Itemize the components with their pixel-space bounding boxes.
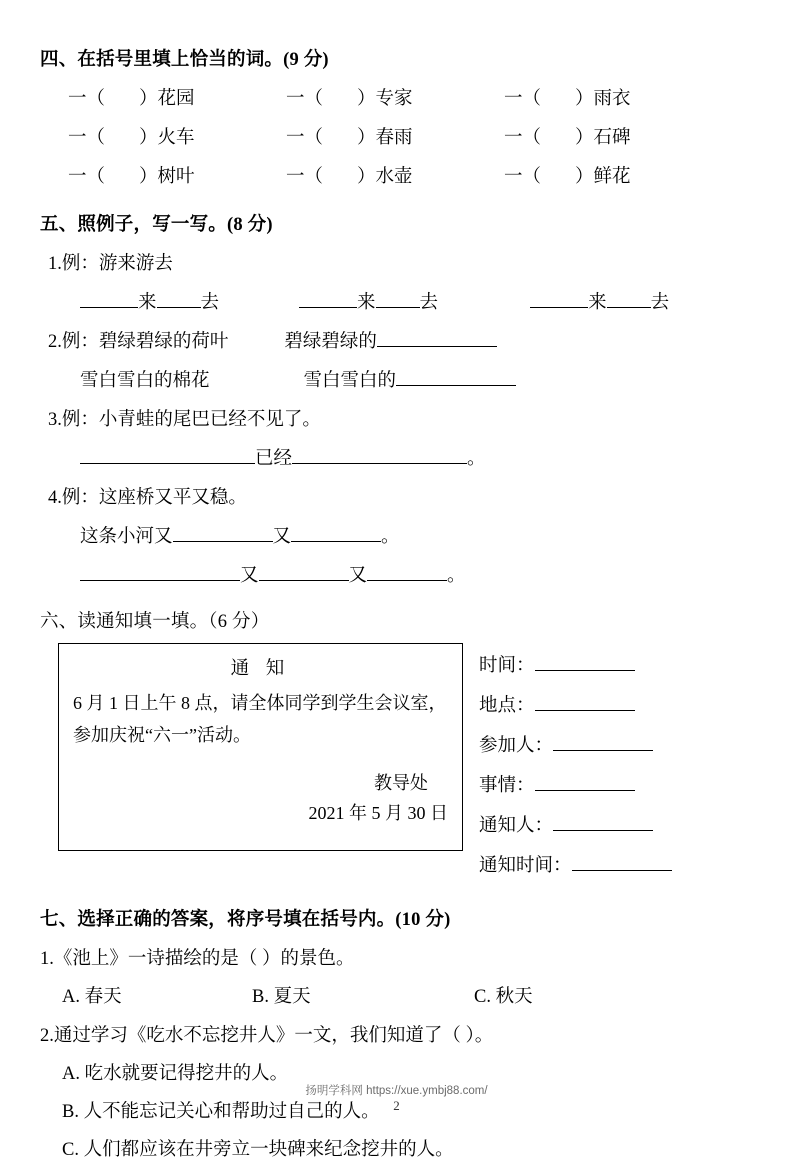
fill-item-prefix: 一（ bbox=[68, 167, 106, 187]
notice-field-label: 参加人： bbox=[479, 736, 554, 756]
blank-line[interactable] bbox=[553, 735, 653, 751]
question-5-2b bbox=[40, 366, 752, 392]
question-5-2 bbox=[40, 327, 752, 353]
question-7-2: 2.通过学习《吃水不忘挖井人》一文，我们知道了（ ）。 bbox=[40, 1026, 494, 1046]
period: 。 bbox=[467, 449, 486, 469]
blank-line[interactable] bbox=[259, 565, 349, 581]
blank-word: 又 bbox=[240, 566, 259, 586]
question-5-4-prefix: 这条小河又 bbox=[80, 527, 173, 547]
blank-line[interactable] bbox=[173, 526, 273, 542]
fill-item-suffix: ）专家 bbox=[357, 89, 413, 109]
fill-item bbox=[258, 123, 476, 149]
section-four-row bbox=[40, 84, 752, 110]
blank-line[interactable] bbox=[80, 565, 240, 581]
notice-field-row bbox=[479, 771, 672, 797]
fill-item bbox=[258, 84, 476, 110]
notice-field-row bbox=[479, 651, 672, 677]
blank-word: 又 bbox=[272, 527, 292, 547]
fill-item-prefix: 一（ bbox=[286, 89, 324, 109]
fill-item-prefix: 一（ bbox=[286, 167, 324, 187]
option-a[interactable]: A. 吃水就要记得挖井的人。 bbox=[62, 1064, 289, 1084]
blank-line[interactable] bbox=[367, 565, 447, 581]
period: 。 bbox=[381, 527, 400, 547]
blank-word: 去 bbox=[200, 293, 220, 313]
question-5-3: 3.例：小青蛙的尾巴已经不见了。 bbox=[48, 410, 321, 430]
blank-line[interactable] bbox=[291, 526, 381, 542]
section-four-row bbox=[40, 123, 752, 149]
blank-line[interactable] bbox=[535, 775, 635, 791]
fill-item-suffix: ）花园 bbox=[139, 89, 195, 109]
question-7-1: 1.《池上》一诗描绘的是（ ）的景色。 bbox=[40, 949, 355, 969]
question-5-2b-label: 雪白雪白的棉花 bbox=[80, 371, 210, 391]
question-5-4-blanks-b bbox=[40, 561, 752, 587]
blank-word: 已经 bbox=[255, 449, 293, 469]
blank-line[interactable] bbox=[292, 448, 467, 464]
blank-line[interactable] bbox=[376, 292, 420, 308]
blank-word: 去 bbox=[419, 293, 439, 313]
blank-line[interactable] bbox=[396, 370, 516, 386]
blank-word: 去 bbox=[650, 293, 670, 313]
page-content bbox=[40, 40, 752, 1161]
section-six-title: 六、读通知填一填。（6 分） bbox=[40, 612, 270, 632]
notice-signature: 教导处 bbox=[374, 773, 428, 793]
blank-word: 来 bbox=[138, 293, 157, 313]
notice-body: 6 月 1 日上午 8 点，请全体同学到学生会议室，参加庆祝“六一”活动。 bbox=[73, 693, 447, 745]
watermark: 扬明学科网 https://xue.ymbj88.com/ bbox=[305, 1085, 488, 1097]
notice-box bbox=[58, 643, 463, 851]
section-seven bbox=[40, 905, 752, 1161]
blank-line[interactable] bbox=[553, 815, 653, 831]
notice-field-label: 通知时间： bbox=[479, 856, 572, 876]
notice-field-row bbox=[479, 811, 672, 837]
option-b[interactable]: B. 人不能忘记关心和帮助过自己的人。 bbox=[62, 1102, 380, 1122]
blank-word: 又 bbox=[348, 566, 368, 586]
option-b[interactable]: B. 夏天 bbox=[252, 987, 311, 1007]
fill-item-prefix: 一（ bbox=[504, 167, 542, 187]
blank-line[interactable] bbox=[535, 655, 635, 671]
fill-item-prefix: 一（ bbox=[504, 89, 542, 109]
option-a[interactable]: A. 春天 bbox=[62, 987, 122, 1007]
fill-item bbox=[476, 123, 694, 149]
blank-line[interactable] bbox=[157, 292, 201, 308]
fill-item-prefix: 一（ bbox=[68, 128, 106, 148]
option-c[interactable]: C. 人们都应该在井旁立一块碑来纪念挖井的人。 bbox=[62, 1140, 454, 1160]
notice-answer-fields bbox=[479, 643, 672, 891]
question-5-1-blanks bbox=[40, 288, 752, 314]
blank-word: 来 bbox=[357, 293, 376, 313]
blank-line[interactable] bbox=[572, 855, 672, 871]
section-four-row bbox=[40, 162, 752, 188]
blank-line[interactable] bbox=[607, 292, 651, 308]
fill-item bbox=[40, 123, 258, 149]
fill-item-suffix: ）火车 bbox=[139, 128, 195, 148]
fill-item-suffix: ）树叶 bbox=[139, 167, 195, 187]
fill-item bbox=[476, 84, 694, 110]
question-5-2-prompt: 碧绿碧绿的 bbox=[284, 332, 377, 352]
notice-field-label: 时间： bbox=[479, 656, 535, 676]
notice-field-row bbox=[479, 731, 672, 757]
section-six bbox=[40, 607, 752, 891]
notice-field-label: 通知人： bbox=[479, 816, 554, 836]
blank-line[interactable] bbox=[299, 292, 357, 308]
question-5-3-blanks bbox=[40, 444, 752, 470]
fill-item bbox=[40, 162, 258, 188]
fill-item bbox=[258, 162, 476, 188]
notice-field-label: 事情： bbox=[479, 776, 535, 796]
blank-word: 来 bbox=[588, 293, 607, 313]
blank-line[interactable] bbox=[535, 695, 635, 711]
fill-item-suffix: ）水壶 bbox=[357, 167, 413, 187]
blank-line[interactable] bbox=[377, 331, 497, 347]
question-5-2-label: 2.例：碧绿碧绿的荷叶 bbox=[48, 332, 229, 352]
section-four-title: 四、在括号里填上恰当的词。(9 分) bbox=[40, 50, 329, 70]
page-number: 2 bbox=[393, 1098, 400, 1113]
fill-item-prefix: 一（ bbox=[68, 89, 106, 109]
question-5-2b-prompt: 雪白雪白的 bbox=[303, 371, 397, 391]
question-5-4: 4.例：这座桥又平又稳。 bbox=[48, 488, 247, 508]
notice-title: 通 知 bbox=[230, 659, 291, 679]
notice-area bbox=[40, 643, 752, 891]
fill-item-suffix: ）鲜花 bbox=[575, 167, 631, 187]
fill-item-prefix: 一（ bbox=[286, 128, 324, 148]
fill-item-suffix: ）石碑 bbox=[575, 128, 631, 148]
fill-item bbox=[40, 84, 258, 110]
section-seven-title: 七、选择正确的答案，将序号填在括号内。(10 分) bbox=[40, 910, 451, 930]
blank-line[interactable] bbox=[530, 292, 588, 308]
notice-field-row bbox=[479, 851, 672, 877]
notice-date: 2021 年 5 月 30 日 bbox=[308, 803, 448, 823]
fill-item-prefix: 一（ bbox=[504, 128, 542, 148]
fill-item bbox=[476, 162, 694, 188]
notice-field-row bbox=[479, 691, 672, 717]
blank-line[interactable] bbox=[80, 448, 255, 464]
question-5-4-blanks-a bbox=[40, 522, 752, 548]
blank-line[interactable] bbox=[80, 292, 138, 308]
fill-item-suffix: ）春雨 bbox=[357, 128, 413, 148]
question-5-1: 1.例：游来游去 bbox=[48, 254, 173, 274]
section-four bbox=[40, 45, 752, 188]
option-c[interactable]: C. 秋天 bbox=[474, 987, 533, 1007]
section-five-title: 五、照例子，写一写。(8 分) bbox=[40, 215, 273, 235]
notice-field-label: 地点： bbox=[479, 696, 535, 716]
fill-item-suffix: ）雨衣 bbox=[575, 89, 631, 109]
section-five bbox=[40, 210, 752, 587]
question-7-1-options bbox=[40, 982, 752, 1008]
period: 。 bbox=[447, 566, 466, 586]
